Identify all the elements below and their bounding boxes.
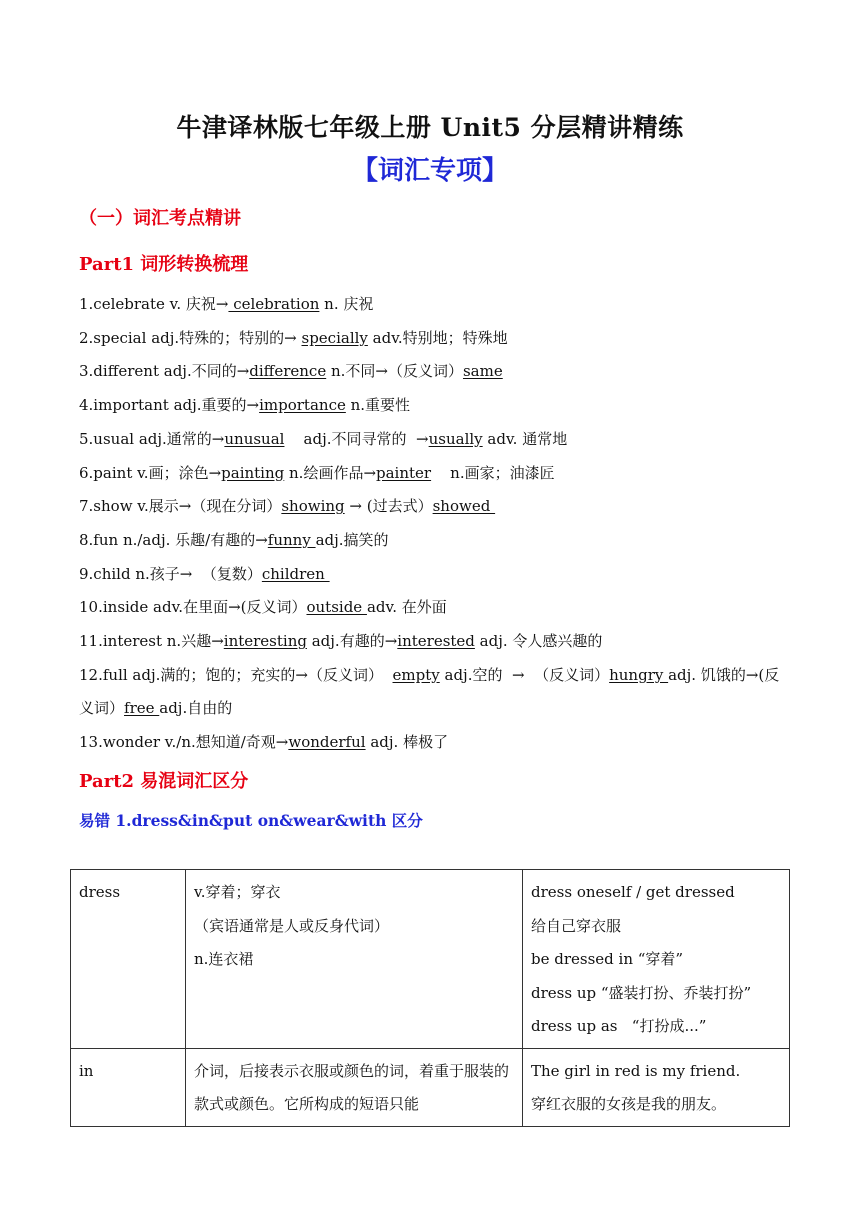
page-title: 牛津译林版七年级上册 Unit5 分层精讲精练 (176, 113, 684, 142)
confusable-heading: 易错 1.dress&in&put on&wear&with 区分 (79, 811, 423, 830)
vocab-item: 1.celebrate v. 庆祝→ celebration n. 庆祝 (79, 295, 374, 313)
table-cell-word: in (71, 1048, 186, 1126)
vocab-item: 10.inside adv.在里面→(反义词）outside adv. 在外面 (79, 598, 447, 617)
part1-heading: Part1 词形转换梳理 (79, 254, 249, 275)
vocab-item: 12.full adj.满的；饱的；充实的→（反义词） empty adj.空的 → （反义词）hungry adj. 饥饿的→(反义词）free adj.自由的 (79, 665, 780, 718)
section-heading: （一）词汇考点精讲 (79, 208, 241, 229)
vocab-item: 6.paint v.画；涂色→painting n.绘画作品→painter n.画家；油漆匠 (79, 463, 555, 482)
table-row (71, 870, 790, 1049)
table-cell-meaning: v.穿着；穿衣 （宾语通常是人或反身代词） n.连衣裙 (186, 870, 523, 1049)
vocab-list (79, 288, 787, 760)
vocab-item: 13.wonder v./n.想知道/奇观→wonderful adj. 棒极了 (79, 733, 449, 752)
table-cell-word: dress (71, 870, 186, 1049)
table-cell-meaning: 介词，后接表示衣服或颜色的词，着重于服装的款式或颜色。它所构成的短语只能 (186, 1048, 523, 1126)
vocab-item: 11.interest n.兴趣→interesting adj.有趣的→interested adj. 令人感兴趣的 (79, 632, 603, 651)
table-cell-usage: The girl in red is my friend. 穿红衣服的女孩是我的朋友。 (523, 1048, 790, 1126)
vocab-item: 4.important adj.重要的→importance n.重要性 (79, 396, 411, 415)
vocab-item: 3.different adj.不同的→difference n.不同→（反义词）same (79, 362, 503, 381)
page-subtitle: 【词汇专项】 (351, 156, 508, 186)
vocab-item: 5.usual adj.通常的→unusual adj.不同寻常的 →usually adv. 通常地 (79, 429, 568, 448)
vocab-item: 2.special adj.特殊的；特别的→ specially adv.特别地；特殊地 (79, 328, 508, 347)
table-row (71, 1048, 790, 1126)
part2-heading: Part2 易混词汇区分 (79, 771, 249, 792)
vocab-item: 7.show v.展示→（现在分词）showing → (过去式）showed (79, 497, 496, 516)
vocab-item: 9.child n.孩子→ （复数）children (79, 564, 330, 583)
vocab-item: 8.fun n./adj. 乐趣/有趣的→funny adj.搞笑的 (79, 530, 389, 549)
comparison-table (70, 869, 790, 1127)
table-cell-usage: dress oneself / get dressed 给自己穿衣服 be dressed in “穿着” dress up “盛装打扮、乔装打扮” dress up as “打扮成...” (523, 870, 790, 1049)
